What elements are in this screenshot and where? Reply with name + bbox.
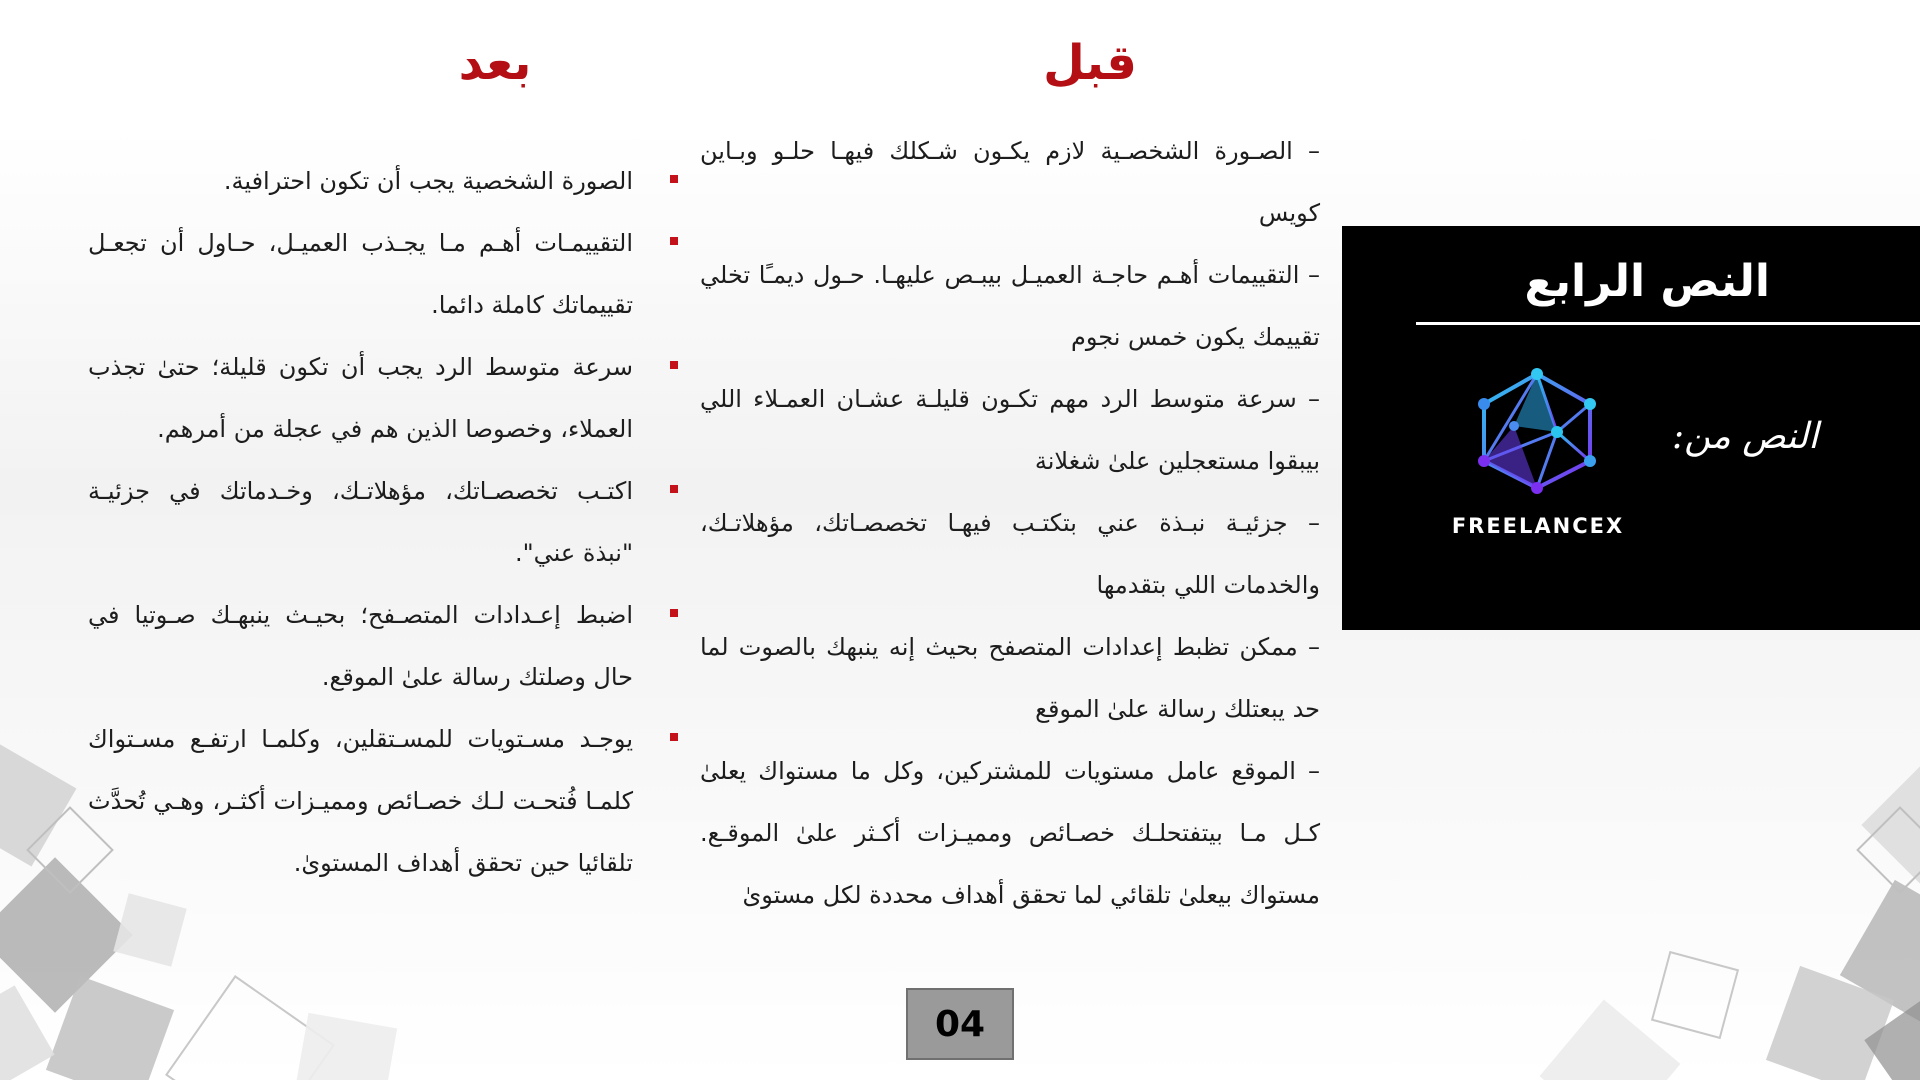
after-item — [88, 150, 633, 212]
after-item-text: سرعة متوسط الرد يجب أن تكون قليلة؛ حتىٰ تجذب العملاء، وخصوصا الذين هم في عجلة من أمرهم. — [88, 353, 633, 443]
before-item: – سرعة متوسط الرد مهم تكـون قليلـة عشـان العمـلاء اللي بيبقوا مستعجلين علىٰ شغلانة — [700, 385, 1320, 475]
after-column — [88, 150, 678, 894]
after-item — [88, 460, 633, 584]
before-item: – جزئيـة نبـذة عني بتكتـب فيهـا تخصصـاتك، مؤهلاتـك، والخدمات اللي بتقدمها — [700, 509, 1320, 599]
before-heading: قبل — [1043, 35, 1137, 91]
after-item-text: اضبط إعـدادات المتصـفح؛ بحيـث ينبهـك صـوتيا في حال وصلتك رسالة علىٰ الموقع. — [88, 601, 633, 691]
freelancex-logo-icon — [1462, 366, 1612, 496]
page-number: 04 — [934, 1003, 986, 1045]
square-bullet-icon — [670, 733, 678, 741]
square-bullet-icon — [670, 237, 678, 245]
square-bullet-icon — [670, 361, 678, 369]
after-item — [88, 212, 633, 336]
after-item-text: التقييمـات أهـم مـا يجـذب العميـل، حـاول أن تجعـل تقييماتك كاملة دائما. — [88, 229, 633, 319]
after-item-text: اكتـب تخصصـاتك، مؤهلاتـك، وخـدماتك في جزئيـة "نبذة عني". — [88, 477, 633, 567]
before-column — [700, 120, 1320, 926]
after-heading: بعد — [458, 35, 532, 91]
square-bullet-icon — [670, 609, 678, 617]
logo-text: FREELANCEX — [1451, 514, 1625, 538]
before-item: – الصـورة الشخصـية لازم يكـون شـكلك فيهـا حلـو وبـاين كويس — [700, 137, 1320, 227]
before-item: – ممكن تظبط إعدادات المتصفح بحيث إنه ينبهك بالصوت لما حد يبعتلك رسالة علىٰ الموقع — [700, 633, 1320, 723]
after-item-text: الصورة الشخصية يجب أن تكون احترافية. — [223, 167, 633, 195]
after-item — [88, 584, 633, 708]
before-item: – الموقع عامل مستويات للمشتركين، وكل ما مستواك يعلىٰ كـل مـا بيتفتحلـك خصـائص ومميـزات أكـثر علىٰ الموقـع. مستواك بيعلىٰ تلقائي لما تحقق أهداف محددة لكل مستوىٰ — [700, 757, 1320, 909]
square-bullet-icon — [670, 485, 678, 493]
after-item-text: يوجـد مسـتويات للمسـتقلين، وكلمـا ارتفـع مسـتواك كلمـا فُتحـت لـك خصـائص ومميـزات أكثـر، وهـي تُحدَّث تلقائيا حين تحقق أهداف المستوىٰ. — [88, 725, 633, 877]
page-number-box — [906, 988, 1014, 1060]
panel-title: النص الرابع — [1524, 256, 1770, 307]
source-panel — [1342, 226, 1920, 630]
before-item: – التقييمات أهـم حاجـة العميـل بيبـص عليهـا. حـول ديمـًا تخلي تقييمك يكون خمس نجوم — [700, 261, 1320, 351]
after-item — [88, 708, 633, 894]
panel-divider — [1416, 322, 1920, 325]
after-item — [88, 336, 633, 460]
source-label: النص من: — [1672, 416, 1819, 457]
square-bullet-icon — [670, 175, 678, 183]
